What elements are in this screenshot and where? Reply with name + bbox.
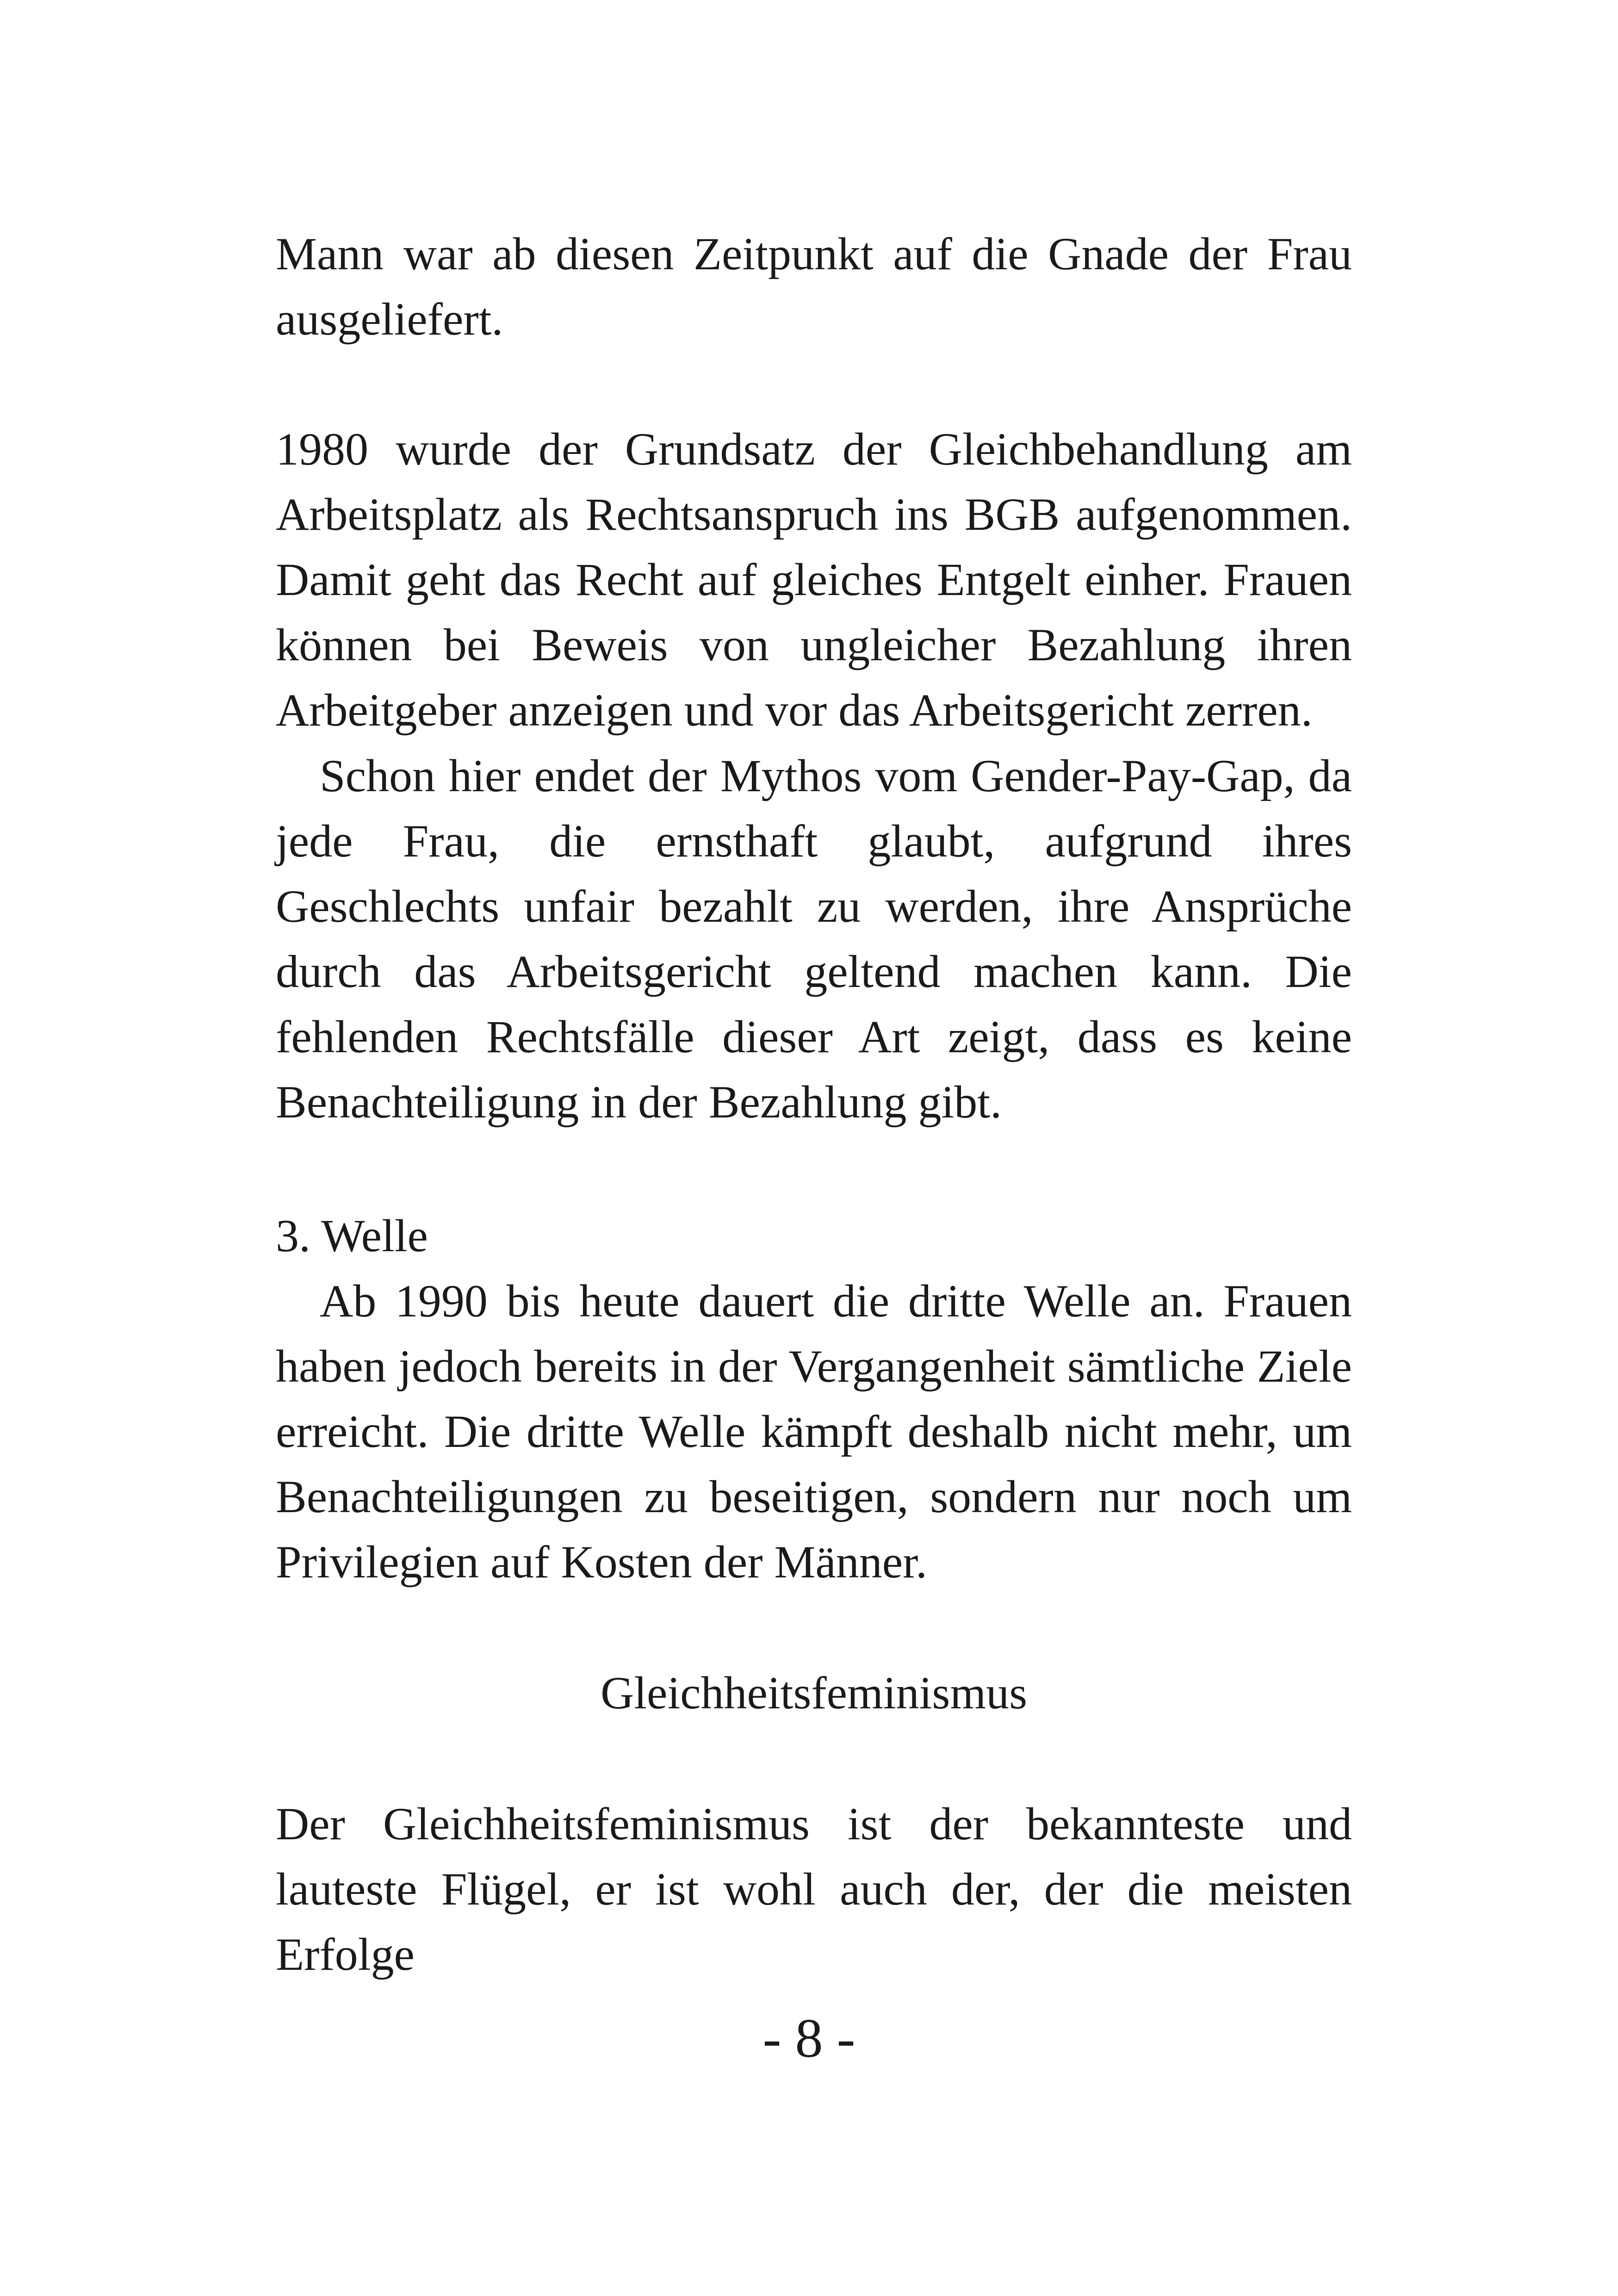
paragraph-1980-gleichbehandlung: 1980 wurde der Grundsatz der Gleichbehandlung am Arbeitsplatz als Rechtsanspruch ins BGB aufgenommen. Damit geht das Recht auf gleiches Entgelt einher. Frauen können bei Beweis von ungleicher Bezahlung ihren Arbeitgeber anzeigen und vor das Arbeitsgericht zerren.	[276, 423, 1352, 736]
page-number: - 8 -	[763, 2007, 855, 2069]
paragraph-mann-ausgeliefert: Mann war ab diesen Zeitpunkt auf die Gnade der Frau ausgeliefert.	[276, 228, 1352, 345]
heading-gleichheitsfeminismus: Gleichheitsfeminismus	[600, 1667, 1028, 1719]
paragraph-third-wave: Ab 1990 bis heute dauert die dritte Welle an. Frauen haben jedoch bereits in der Vergangenheit sämtliche Ziele erreicht. Die dritte Welle kämpft deshalb nicht mehr, um Benachteiligungen zu beseitigen, sondern nur noch um Privilegien auf Kosten der Männer.	[276, 1275, 1352, 1588]
paragraph-gender-pay-gap: Schon hier endet der Mythos vom Gender-Pay-Gap, da jede Frau, die ernsthaft glaubt, aufgrund ihres Geschlechts unfair bezahlt zu werden, ihre Ansprüche durch das Arbeitsgericht geltend machen kann. Die fehlenden Rechtsfälle dieser Art zeigt, dass es keine Benachteiligung in der Bezahlung gibt.	[276, 750, 1352, 1128]
paragraph-gleichheitsfeminismus: Der Gleichheitsfeminismus ist der bekannteste und lauteste Flügel, er ist wohl auch der, der die meisten Erfolge	[276, 1798, 1352, 1980]
heading-third-wave: 3. Welle	[276, 1210, 428, 1261]
